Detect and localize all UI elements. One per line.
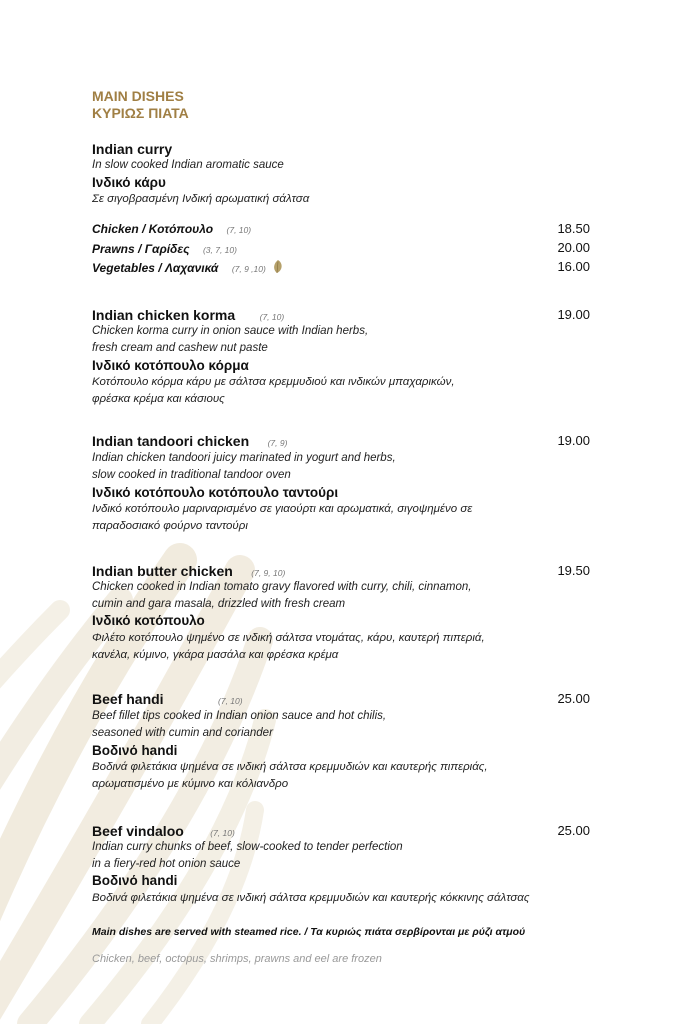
price: 16.00 [557, 259, 590, 274]
frozen-note: Chicken, beef, octopus, shrimps, prawns and eel are frozen [92, 953, 382, 965]
dish-description-gr: Σε σιγοβρασμένη Ινδική αρωματική σάλτσα [92, 193, 310, 205]
allergen-codes: (7, 10) [218, 696, 243, 706]
dish-name-en: Indian butter chicken [92, 563, 233, 579]
dish-description-en: Chicken korma curry in onion sauce with Indian herbs, [92, 325, 369, 337]
price: 19.00 [557, 307, 590, 322]
price: 20.00 [557, 240, 590, 255]
dish-name-en: Beef vindaloo [92, 823, 184, 839]
variant-chicken [92, 220, 251, 238]
dish-description-en: Indian curry chunks of beef, slow-cooked to tender perfection [92, 841, 403, 853]
dish-name-gr: Βοδινό handi [92, 873, 178, 888]
allergen-codes: (7, 10) [210, 828, 235, 838]
price: 19.00 [557, 433, 590, 448]
dish-description-gr: Φιλέτο κοτόπουλο ψημένο σε ινδική σάλτσα ντομάτας, κάρυ, καυτερή πιπεριά, [92, 632, 485, 644]
dish-description-gr: παραδοσιακό φούρνο ταντούρι [92, 520, 248, 532]
dish-description-gr: κανέλα, κύμινο, γκάρα μασάλα και φρέσκα κρέμα [92, 649, 339, 661]
dish-description-gr: Βοδινά φιλετάκια ψημένα σε ινδική σάλτσα κρεμμυδιών και καυτερής πιπεριάς, [92, 761, 488, 773]
variant-name: Prawns / Γαρίδες [92, 242, 190, 256]
allergen-codes: (3, 7, 10) [202, 245, 237, 255]
price: 18.50 [557, 221, 590, 236]
dish-name-gr: Βοδινό handi [92, 743, 178, 758]
section-title-gr: ΚΥΡΙΩΣ ΠΙΑΤΑ [92, 105, 189, 121]
dish-description-en: seasoned with cumin and coriander [92, 727, 273, 739]
dish-description-gr: αρωματισμένο με κύμινο και κόλιανδρο [92, 778, 289, 790]
dish-description-en: Beef fillet tips cooked in Indian onion sauce and hot chilis, [92, 710, 387, 722]
dish-description-en: cumin and gara masala, drizzled with fresh cream [92, 598, 346, 610]
dish-description-en: in a fiery-red hot onion sauce [92, 858, 241, 870]
rice-note: Main dishes are served with steamed rice. / Τα κυριώς πιάτα σερβίρονται με ρύζι ατμού [92, 926, 526, 938]
dish-name-gr: Ινδικό κοτόπουλο κοτόπουλο ταντούρι [92, 485, 339, 500]
variant-name: Chicken / Κοτόπουλο [92, 222, 214, 236]
dish-description-gr: φρέσκα κρέμα και κάσιους [92, 393, 225, 405]
dish-description-en: Chicken cooked in Indian tomato gravy flavored with curry, chili, cinnamon, [92, 581, 472, 593]
dish-description-en: Indian chicken tandoori juicy marinated in yogurt and herbs, [92, 452, 396, 464]
price: 25.00 [557, 691, 590, 706]
dish-description-gr: Κοτόπουλο κόρμα κάρυ με σάλτσα κρεμμυδιού και ινδικών μπαχαρικών, [92, 376, 455, 388]
dish-name-gr: Ινδικό κοτόπουλο [92, 613, 205, 628]
allergen-codes: (7, 9, 10) [251, 568, 286, 578]
variant-name: Vegetables / Λαχανικά [92, 261, 219, 275]
dish-description-en: fresh cream and cashew nut paste [92, 342, 268, 354]
allergen-codes: (7, 9 ,10) [231, 264, 266, 274]
dish-heading [92, 690, 243, 709]
allergen-codes: (7, 9) [267, 438, 288, 448]
dish-name-en: Beef handi [92, 691, 164, 707]
dish-name-en: Indian curry [92, 141, 173, 157]
section-title-en: MAIN DISHES [92, 88, 184, 104]
variant-prawns [92, 240, 237, 258]
price: 25.00 [557, 823, 590, 838]
allergen-codes: (7, 10) [226, 225, 252, 235]
leaf-icon [273, 260, 283, 274]
dish-description-gr: Ινδικό κοτόπουλο μαριναρισμένο σε γιαούρτι και αρωματικά, σιγοψημένο σε [92, 503, 473, 515]
variant-vegetables [92, 259, 283, 277]
allergen-codes: (7, 10) [259, 312, 285, 322]
dish-name-en: Indian chicken korma [92, 307, 236, 323]
dish-description-en: slow cooked in traditional tandoor oven [92, 469, 291, 481]
section-title [92, 88, 189, 122]
dish-name-en: Indian tandoori chicken [92, 433, 250, 449]
dish-description-en: In slow cooked Indian aromatic sauce [92, 159, 284, 171]
dish-name-gr: Ινδικό κάρυ [92, 175, 166, 190]
dish-description-gr: Βοδινά φιλετάκια ψημένα σε ινδική σάλτσα κρεμμυδιών και καυτερής κόκκινης σάλτσας [92, 892, 530, 904]
price: 19.50 [557, 563, 590, 578]
dish-name-gr: Ινδικό κοτόπουλο κόρμα [92, 358, 249, 373]
dish-heading [92, 432, 287, 451]
